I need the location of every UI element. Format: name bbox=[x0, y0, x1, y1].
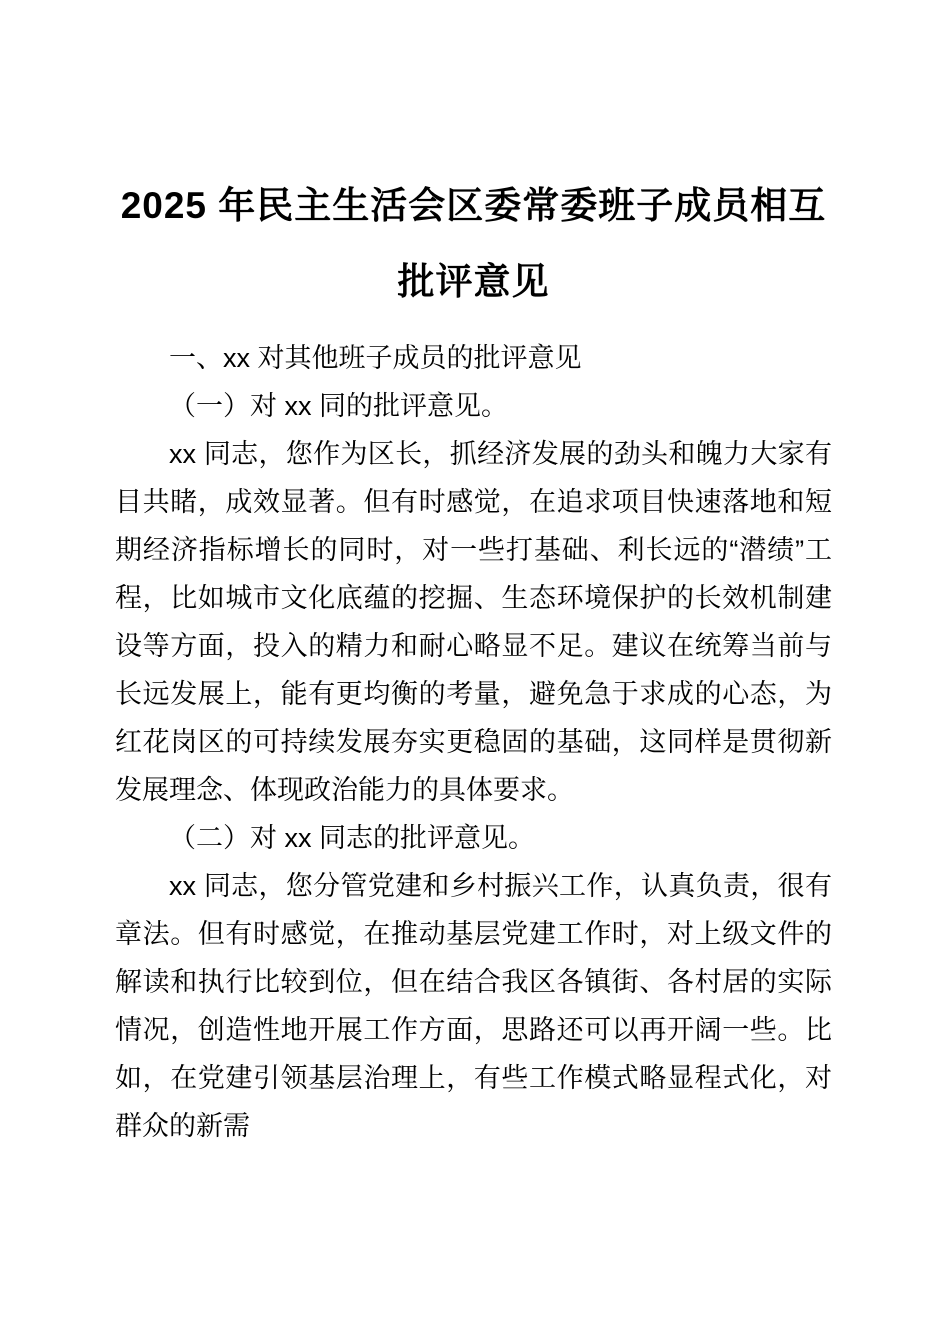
document-title-line-2: 批评意见 bbox=[397, 261, 550, 302]
document-body bbox=[115, 334, 832, 1150]
paragraph-2-sub-heading: （一）对 xx 同的批评意见。 bbox=[169, 391, 509, 421]
paragraph-1-section-heading: 一、xx 对其他班子成员的批评意见 bbox=[169, 343, 582, 373]
document-title bbox=[115, 168, 832, 320]
paragraph-3-body: xx 同志，您作为区长，抓经济发展的劲头和魄力大家有目共睹，成效显著。但有时感觉，在追求项目快速落地和短期经济指标增长的同时，对一些打基础、利长远的“潜绩”工程，比如城市文化底蕴的挖掘、生态环境保护的长效机制建设等方面，投入的精力和耐心略显不足。建议在统筹当前与长远发展上，能有更均衡的考量，避免急于求成的心态，为红花岗区的可持续发展夯实更稳固的基础，这同样是贯彻新发展理念、体现政治能力的具体要求。 bbox=[115, 439, 832, 805]
paragraph-5-body: xx 同志，您分管党建和乡村振兴工作，认真负责，很有章法。但有时感觉，在推动基层党建工作时，对上级文件的解读和执行比较到位，但在结合我区各镇街、各村居的实际情况，创造性地开展工作方面，思路还可以再开阔一些。比如，在党建引领基层治理上，有些工作模式略显程式化，对群众的新需 bbox=[115, 871, 832, 1141]
paragraph-4-sub-heading: （二）对 xx 同志的批评意见。 bbox=[169, 823, 536, 853]
document-title-line-1: 2025 年民主生活会区委常委班子成员相互 bbox=[120, 185, 827, 226]
